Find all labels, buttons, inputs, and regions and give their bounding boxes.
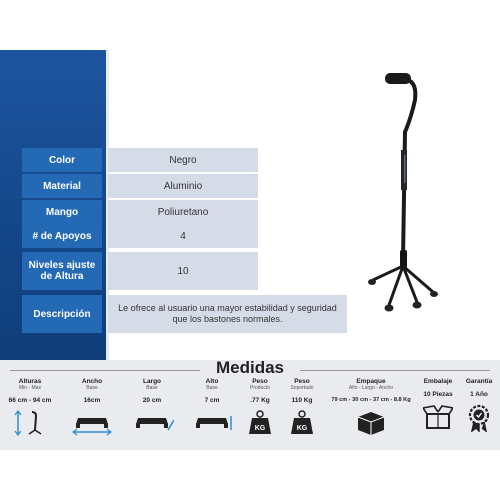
medida-sub: Producto bbox=[249, 385, 270, 391]
kg-label: KG bbox=[254, 425, 266, 432]
medida-value: 20 cm bbox=[142, 397, 162, 404]
medida-header: Peso bbox=[252, 378, 268, 385]
medida-sub: Base bbox=[146, 385, 158, 391]
medida-value: 16cm bbox=[83, 397, 101, 404]
spec-label-descripcion: Descripción bbox=[22, 295, 102, 333]
quad-cane-image bbox=[355, 70, 455, 320]
spec-value-niveles: 10 bbox=[108, 252, 258, 290]
base-height-icon bbox=[184, 410, 240, 436]
medida-header: Empaque bbox=[356, 378, 386, 385]
medida-value: 10 Piezas bbox=[423, 391, 453, 398]
medida-largo bbox=[124, 378, 180, 436]
medida-value: 66 cm - 94 cm bbox=[8, 397, 52, 404]
warranty-badge-icon bbox=[458, 404, 500, 432]
medida-garantia bbox=[458, 378, 500, 432]
top-band bbox=[0, 0, 500, 50]
medida-alturas bbox=[2, 378, 58, 436]
box-icon bbox=[322, 410, 420, 436]
spec-value-apoyos: 4 bbox=[108, 224, 258, 248]
medida-header: Ancho bbox=[81, 378, 103, 385]
medida-value: .77 Kg bbox=[250, 397, 270, 404]
medida-sub: Base bbox=[206, 385, 218, 391]
medida-sub: Soportado bbox=[290, 385, 314, 391]
medida-header: Garantía bbox=[465, 378, 493, 385]
medida-header: Alto bbox=[205, 378, 219, 385]
medida-value: 110 Kg bbox=[291, 397, 313, 404]
spec-label-color: Color bbox=[22, 148, 102, 172]
spec-label-mango: Mango bbox=[22, 200, 102, 224]
medida-empaque bbox=[322, 378, 420, 436]
medida-value: 7 cm bbox=[204, 397, 220, 404]
weight-kg-icon bbox=[280, 410, 324, 436]
medida-header: Embalaje bbox=[423, 378, 453, 385]
weight-kg-icon bbox=[238, 410, 282, 436]
medida-value: 1 Año bbox=[470, 391, 488, 398]
medida-value: 79 cm - 30 cm - 37 cm - 8.8 Kg bbox=[331, 397, 411, 403]
spec-label-niveles: Niveles ajuste de Altura bbox=[22, 252, 102, 290]
cane-height-icon bbox=[2, 410, 58, 436]
spec-value-mango: Poliuretano bbox=[108, 200, 258, 224]
spec-value-material: Aluminio bbox=[108, 174, 258, 198]
medida-header: Largo bbox=[142, 378, 162, 385]
base-width-icon bbox=[64, 410, 120, 436]
open-box-icon bbox=[416, 404, 460, 430]
medida-sub: Base bbox=[86, 385, 98, 391]
spec-value-color: Negro bbox=[108, 148, 258, 172]
medida-alto bbox=[184, 378, 240, 436]
medida-embalaje bbox=[416, 378, 460, 430]
footer-band bbox=[0, 450, 500, 500]
medida-sub: Min - Max bbox=[19, 385, 41, 391]
spec-label-material: Material bbox=[22, 174, 102, 198]
medida-header: Alturas bbox=[18, 378, 42, 385]
medida-ancho bbox=[64, 378, 120, 436]
medida-header: Peso bbox=[294, 378, 310, 385]
spec-label-apoyos: # de Apoyos bbox=[22, 224, 102, 248]
medida-peso-soportado bbox=[280, 378, 324, 436]
medida-peso-producto bbox=[238, 378, 282, 436]
spec-value-descripcion: Le ofrece al usuario una mayor estabilidad y seguridad que los bastones normales. bbox=[108, 295, 347, 333]
kg-label: KG bbox=[296, 425, 308, 432]
base-length-icon bbox=[124, 410, 180, 436]
medida-sub: Alto - Largo - Ancho bbox=[348, 385, 394, 391]
medidas-title: Medidas bbox=[215, 358, 285, 377]
